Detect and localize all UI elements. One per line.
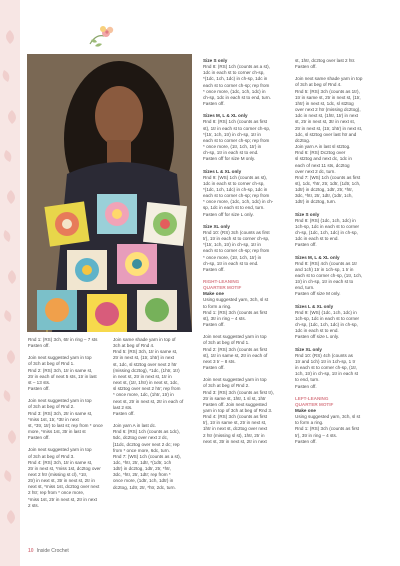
instruction-paragraph: Rnd 8: (RS) 4ch (counts as 1tr and 1ch) 1tr in 1ch-sp, 1 tr in each st to corner ch-sp, (1tr, 1ch, 1tr) in ch-sp, 1tr in each st to end, turn. Fasten off size M only. [295,260,363,297]
text-column-1 [28,337,106,515]
section-title: LEFT-LEANING QUARTER MOTIF [295,395,334,407]
instruction-paragraph: Join next suggested yarn in top of 3ch at beg of Rnd 2. Rnd 3: (RS) 3ch, 2tr in same st, *miss 1st, 1tr, *3tr in next st, *3tr, 1tr) to last st; rep from * once more, *miss 1st, 3tr in last st Fasten off. [28,398,103,441]
instruction-paragraph: Join same shade yarn in top of 3ch at beg of Rnd 4. Rnd 5: (RS) 3ch, 1tr in same st, 2tr in next st, (1tr, 1htr) in next st, 1dc, sl st2tog over next 2 htr (missing dc2tog), *1dc, (1htr, 1tr) in next st, 2tr in next st, 1tr in next st, (1tr, 1htr) in next st, 1dc, sl st2tog over next 2 htr; rep from * once more, 1dc, (1htr, 1tr) in next st, 2tr in next st, 2tr in each of last 2 sts. Fasten off. [113,337,184,416]
section-title: RIGHT-LEANING QUARTER MOTIF [203,279,242,291]
section-heading: Sizes L & XL only [295,303,334,309]
instruction-paragraph: Join next suggested yarn in top of 3ch at beg of Rnd 1. Rnd 2: (RS) 3ch (counts as first st), 1tr in same st, 2tr in each of next 3 tr – 8 sts. Fasten off. [203,334,268,371]
section-heading: Size S only [203,58,228,63]
instruction-paragraph: Rnd 10: (RS) 3ch (counts as first tr), 1tr in each st to corner ch-sp, *(1tr, 1ch, 1tr) in ch-sp, 1tr in each st to corner ch-sp; rep from * once more, (1tr, 1ch, 1tr) in ch-sp, 1tr in each st to end. Fasten off. [203,229,270,272]
text-column-3 [203,58,283,451]
text-column-4 [295,58,377,451]
instruction-paragraph: Using suggested yarn, 3ch, sl st to form a ring. Rnd 1: (RS) 3ch (counts as first tr), 3tr in ring – 4 sts. Fasten off. [295,414,361,444]
section-heading: Make one [203,291,224,297]
section-heading: Sizes L & XL only [203,168,242,174]
instruction-paragraph: Rnd 1: (RS) 3ch, 6tr in ring – 7 sts Fasten off. [28,337,98,349]
section-heading: Make one [295,407,316,413]
instruction-paragraph: Join next suggested yarn in top of 3ch at beg of Rnd 1. Rnd 2: (RS) 3ch, 1tr in same st, 2tr in each of next 5 sts, 1tr in last st – 13 sts. Fasten off. [28,355,97,392]
instruction-paragraph: Rnd 9: (WS) 1ch (counts as st), 1dc in each st to corner ch-sp, *(1dc, 1ch, 1dc) in ch-sp, 1dc in each st to corner ch-sp; rep from * once more, (1dc, 1ch, 1dc) in ch- sp, 1dc in each st to end, turn. Fasten off for size L only. [203,174,274,217]
page-footer [28,548,69,554]
leaf-pattern-icon [0,0,20,566]
instruction-paragraph: st, 1htr, dc2tog over last 2 htr. Fasten off. [295,58,356,70]
instruction-paragraph: Join yarn A in last dc. Rnd 6: (RS) 1ch (counts as 1dc), 5dc, dc2tog over next 2 dc, [11dc, dc2tog over next 2 dc; rep from * once more, 6dc, turn. Rnd 7: (WS) 1ch (counts as a st), 1dc, *htr, 2tr, 1dtr, *(1dtr, 1ch 1dtr) in dc2tog, 1dtr, 2tr, *htr, 3dc, *htr, 2tr, 1dtr; rep from * once more, (1dtr, 1ch, 1dtr) in dc2tog, 1dtr, 2tr, *htr, 2dc, turn. [113,423,181,490]
instruction-paragraph: Join next suggested yarn in top of 3ch at beg of Rnd 2. Rnd 3: (RS) 3ch (counts as first tr), 2tr in same st, 1htr, 1 sl st, 1htr Fasten off. Join next suggested yarn in top of 3ch at beg of Rnd 3. Rnd 4: (RS) 3ch (counts as first tr), 1tr in same st, 2tr in next st, 1htr in next st, dc2tog over next 2 htr (missing sl st), 1htr, 2tr in next st, 3tr in next st, 2tr in next [203,377,274,444]
section-heading: Size S only [295,211,320,217]
instruction-paragraph: Rnd 8: (RS) (1dc, 1ch, 1dc) in 1ch-sp, 1dc in each st to corner ch-sp, (1dc, 1ch, 1dc) in ch-sp, 1dc in each st to end. Fasten off. [295,217,360,248]
flower-logo-icon [86,22,116,50]
decorative-margin [0,0,20,566]
section-heading: Sizes M, L & XL only [203,113,248,119]
model-photo [27,54,192,332]
instruction-paragraph: Rnd 8: (RS) 1ch (counts as a st), 1dc in each st to corner ch-sp, *(1dc, 1ch, 1dc) in ch-sp, 1dc in each st to corner ch-sp; rep from * once more, (1dc, 1ch, 1dc) in ch-sp, 1dc in each st to end, turn. Fasten off. [203,64,271,107]
instruction-paragraph: Join next suggested yarn in top of 3ch at beg of Rnd 3. Rnd 4: (RS) 3ch, 1tr in same st, 2tr in next st, *miss 1st, dc2tog over next 2 htr (missing st cl), *1tr, 2tr) in next st, 3tr in next st, 2tr in next st, *miss 1st, dc2tog over next 2 htr; rep from * once more, *miss 1st, 2tr in next st, 2tr in next 2 sts. [28,447,101,508]
text-column-2 [113,337,192,497]
page-number: 10 [28,548,34,554]
instruction-paragraph: Join next same shade yarn in top of 3ch at beg of Rnd 4. Rnd 5: (RS) 3ch (counts as 1tr), 1tr in same st, 2tr in next st, (1tr, 1htr) in next st, 1dc, sl st2tog over next 2 htr (missing dc2tog), 1dc in next st, (1htr, 1tr) in next st, 2tr in next st, 3tr in next st, 2tr in next st, (1tr, 1htr) in next st, 1dc, sl st2tog over last htr and dc2tog. Join yarn A in last sl st2tog. Rnd 6: (RS) Dc2tog over sl st2tog and next dc, 1dc in each of next 11 sts, dc2tog over next 2 dc, turn. Rnd 7: (WS) 1ch (counts as first st), 1dc, *htr, 2tr, 1dtr, (1dtr, 1ch, 1dtr) in dc2tog, 1dtr, 2tr, *htr, 3dc, *htr, 2tr, 1dtr, (1dtr, 1ch, 1dtr) in dc2tog, turn. [295,76,363,205]
instruction-paragraph: Using suggested yarn, 3ch, sl st to form a ring. Rnd 1: (RS) 3ch (counts as first st), 3tr in ring – 4 sts. Fasten off. [203,297,269,328]
instruction-paragraph: Rnd 9: (WS) (1dc, 1ch, 1dc) in 1ch-sp, 1dc in each st to corner ch-sp, (1dc, 1ch, 1dc) in ch-sp, 1dc in each st to end. Fasten off size L only. [295,309,360,340]
section-heading: Size XL only [295,346,322,352]
instruction-paragraph: Rnd 10: (RS) 4ch (counts as 1tr and 1ch) 1tr in 1ch-sp, 1 tr in each st to corner ch-sp, (1tr, 1ch, 1tr) in ch-sp, 1tr in each st to end, turn. Fasten off. [295,352,359,389]
section-heading: Sizes M, L & XL only [295,254,340,260]
section-heading: Size XL only [203,223,230,229]
instruction-paragraph: Rnd 8: (RS) 1ch (counts as first st), 1tr in each st to corner ch-sp, *(1tr, 1ch, 1tr) in ch-sp, 1tr in each st to corner ch-sp; rep from * once more, (1tr, 1ch, 1tr) in ch-sp, 1tr in each st to end. Fasten off for size M only. [203,119,271,162]
magazine-name: Inside Crochet [36,548,69,554]
